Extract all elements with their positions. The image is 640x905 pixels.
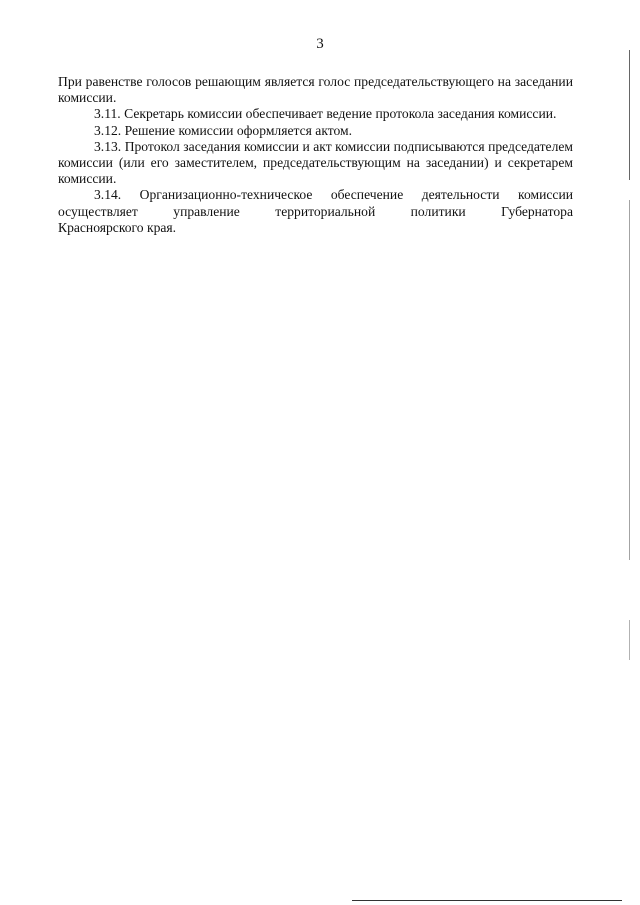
scan-edge-mark xyxy=(629,620,630,660)
paragraph-3-11: 3.11. Секретарь комиссии обеспечивает ведение протокола заседания комиссии. xyxy=(94,106,557,122)
paragraph-3-14-line-3: Красноярского края. xyxy=(58,219,177,235)
paragraph-voting-tie: При равенстве голосов решающим является голос председательствующего на заседании комиссии. xyxy=(58,74,573,106)
scan-edge-mark xyxy=(629,200,630,560)
paragraph-3-14 xyxy=(58,187,573,236)
paragraph-3-13: 3.13. Протокол заседания комиссии и акт комиссии подписываются председателем комиссии (или его заместителем, председательствующим на заседании) и секретарем комиссии. xyxy=(58,138,573,187)
page-number: 3 xyxy=(316,36,324,52)
scan-bottom-mark xyxy=(352,900,622,901)
paragraph-3-14-line-1: 3.14. Организационно-техническое обеспечение деятельности комиссии xyxy=(94,187,573,203)
paragraph-3-14-line-2: осуществляет управление территориальной политики Губернатора xyxy=(58,203,573,219)
document-body xyxy=(58,74,573,236)
paragraph-3-12: 3.12. Решение комиссии оформляется актом. xyxy=(94,122,353,138)
scan-edge-mark xyxy=(629,50,630,180)
